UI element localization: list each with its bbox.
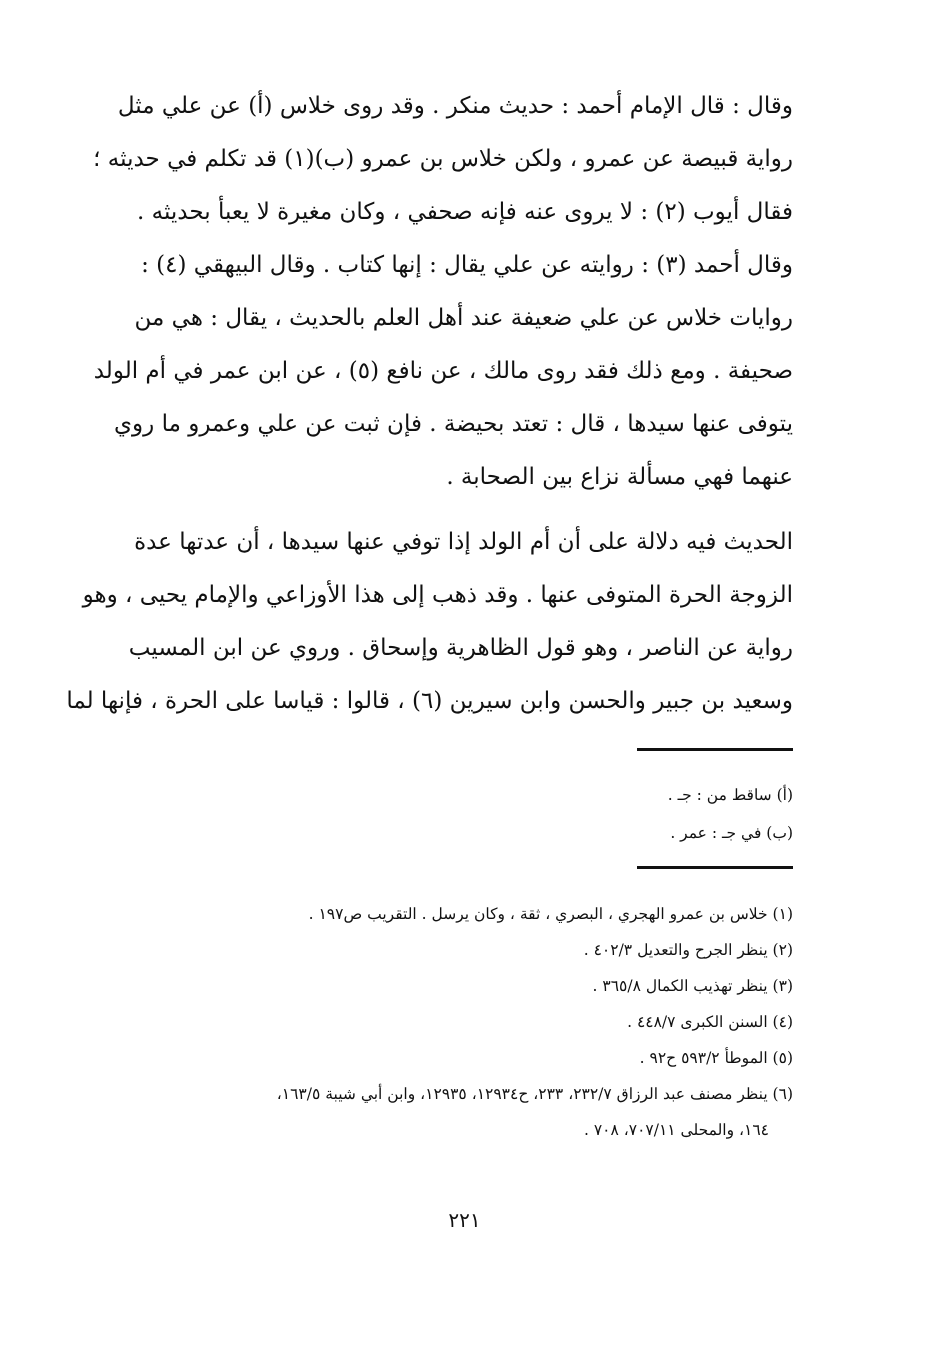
text-line: عنهما فهي مسألة نزاع بين الصحابة .	[446, 464, 793, 490]
text-line: وسعيد بن جبير والحسن وابن سيرين (٦) ، قالوا : قياسا على الحرة ، فإنها لما	[66, 688, 793, 714]
footnote: (٦) ينظر مصنف عبد الرزاق ٢٣٢/٧، ٢٣٣، ح١٢٩٣٤، ١٢٩٣٥، وابن أبي شيبة ١٦٣/٥،	[276, 1085, 793, 1103]
main-paragraph-2	[66, 516, 793, 728]
text-line: رواية عن الناصر ، وهو قول الظاهرية وإسحاق . وروي عن ابن المسيب	[128, 635, 793, 661]
text-line: وقال : قال الإمام أحمد : حديث منكر . وقد روى خلاس (أ) عن علي مثل	[117, 93, 793, 119]
variant-note: (ب) في جـ : عمر .	[670, 824, 793, 842]
footnote: (٥) الموطأ ٥٩٣/٢ ح٩٢ .	[639, 1049, 793, 1067]
text-line: يتوفى عنها سيدها ، قال : تعتد بحيضة . فإن ثبت عن علي وعمرو ما روي	[114, 411, 793, 437]
footnote-divider	[637, 748, 793, 751]
text-line: وقال أحمد (٣) : روايته عن علي يقال : إنها كتاب . وقال البيهقي (٤) :	[141, 252, 793, 278]
text-line: فقال أيوب (٢) : لا يروى عنه فإنه صحفي ، وكان مغيرة لا يعبأ بحديثه .	[137, 199, 793, 225]
text-line: رواية قبيصة عن عمرو ، ولكن خلاس بن عمرو (ب)(١) قد تكلم في حديثه ؛	[93, 146, 793, 172]
text-line: صحيفة . ومع ذلك فقد روى مالك ، عن نافع (٥) ، عن ابن عمر في أم الولد	[93, 358, 793, 384]
variant-notes	[133, 776, 793, 852]
footnote: (٣) ينظر تهذيب الكمال ٣٦٥/٨ .	[592, 977, 793, 995]
footnote: (٢) ينظر الجرح والتعديل ٤٠٢/٣ .	[583, 941, 793, 959]
main-paragraph-1	[93, 80, 793, 504]
variant-note: (أ) ساقط من : جـ .	[667, 786, 793, 804]
footnote: (٤) السنن الكبرى ٤٤٨/٧ .	[627, 1013, 793, 1031]
footnote: (١) خلاس بن عمرو الهجري ، البصري ، ثقة ، وكان يرسل . التقريب ص١٩٧ .	[308, 905, 793, 923]
page-number: ٢٢١	[448, 1208, 481, 1232]
footnotes	[133, 896, 793, 1148]
text-line: الزوجة الحرة المتوفى عنها . وقد ذهب إلى هذا الأوزاعي والإمام يحيى ، وهو	[82, 582, 793, 608]
text-line: روايات خلاس عن علي ضعيفة عند أهل العلم بالحديث ، يقال : هي من	[134, 305, 793, 331]
footnote-continuation: ١٦٤، والمحلى ٧٠٧/١١، ٧٠٨ .	[583, 1121, 769, 1139]
footnote-divider	[637, 866, 793, 869]
text-line: الحديث فيه دلالة على أن أم الولد إذا توفي عنها سيدها ، أن عدتها عدة	[134, 529, 793, 555]
